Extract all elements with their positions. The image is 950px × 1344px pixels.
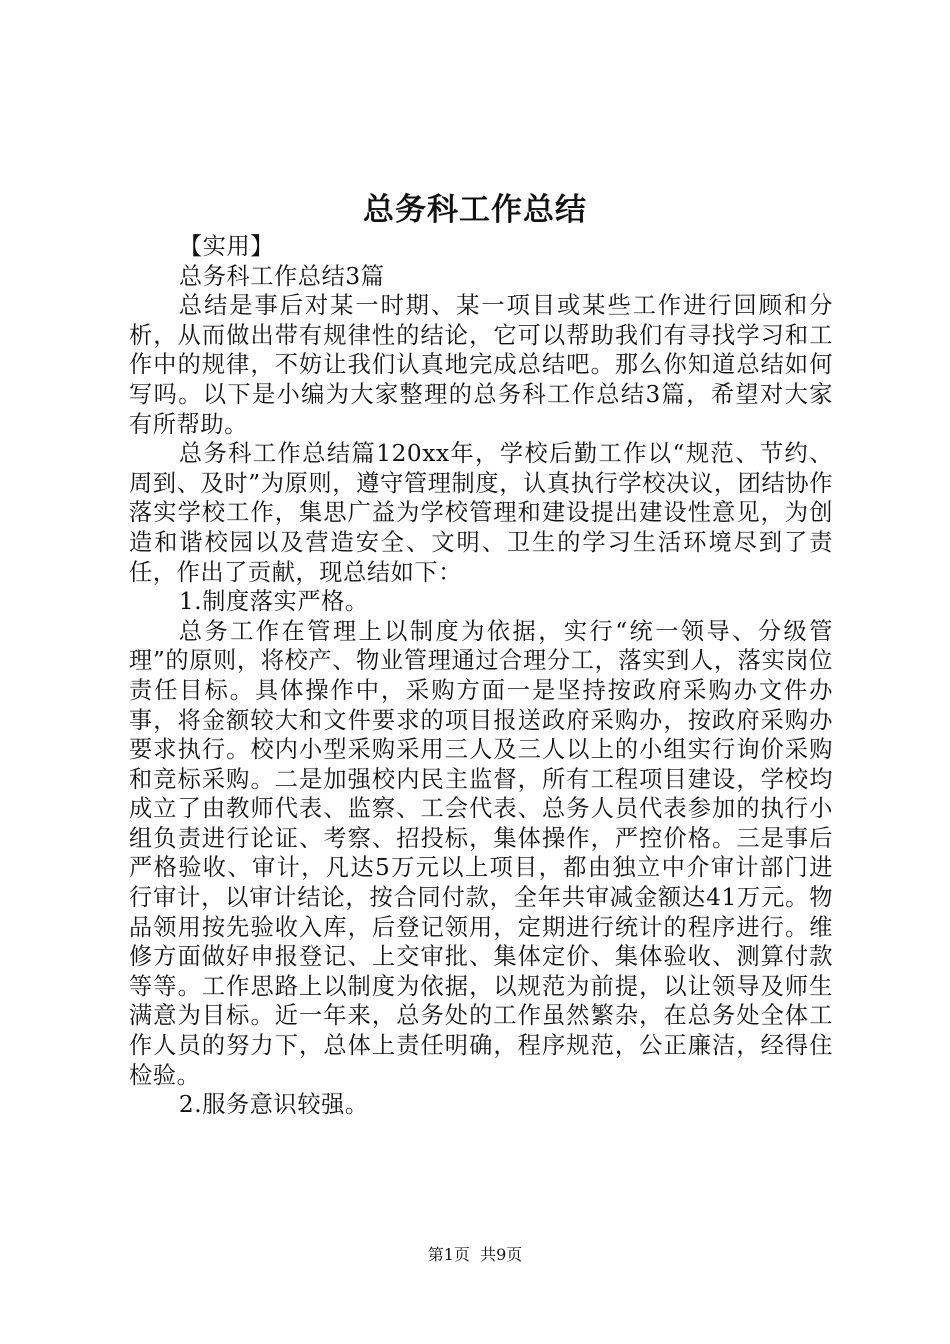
subtitle-paragraph: 总务科工作总结3篇	[178, 262, 385, 290]
page-number: 第1页	[427, 1245, 470, 1264]
item-1-body: 总务工作在管理上以制度为依据，实行“统一领导、分级管理”的原则，将校产、物业管理通过合理分工，落实到人，落实岗位责任目标。具体操作中，采购方面一是坚持按政府采购办文件办事，将金额较大和文件要求的项目报送政府采购办，按政府采购办要求执行。校内小型采购采用三人及三人以上的小组实行询价采购和竞标采购。二是加强校内民主监督，所有工程项目建设，学校均成立了由教师代表、监察、工会代表、总务人员代表参加的执行小组负责进行论证、考察、招投标，集体操作，严控价格。三是事后严格验收、审计，凡达5万元以上项目，都由独立中介审计部门进行审计，以审计结论，按合同付款，全年共审减金额达41万元。物品领用按先验收入库，后登记领用，定期进行统计的程序进行。维修方面做好申报登记、上交审批、集体定价、集体验收、测算付款等等。工作思路上以制度为依据，以规范为前提，以让领导及师生满意为目标。近一年来，总务处的工作虽然繁杂，在总务处全体工作人员的努力下，总体上责任明确，程序规范，公正廉洁，经得住检验。	[129, 617, 833, 1089]
document-body	[129, 232, 833, 1120]
intro-paragraph: 总结是事后对某一时期、某一项目或某些工作进行回顾和分析，从而做出带有规律性的结论，它可以帮助我们有寻找学习和工作中的规律，不妨让我们认真地完成总结吧。那么你知道总结如何写吗。以下是小编为大家整理的总务科工作总结3篇，希望对大家有所帮助。	[129, 292, 833, 438]
tag-paragraph: 【实用】	[178, 233, 275, 260]
item-1-heading: 1.制度落实严格。	[178, 588, 369, 616]
section-1-paragraph: 总务科工作总结篇120xx年，学校后勤工作以“规范、节约、周到、及时”为原则，遵守管理制度，认真执行学校决议，团结协作落实学校工作，集思广益为学校管理和建设提出建设性意见，为创造和谐校园以及营造安全、文明、卫生的学习生活环境尽到了责任，作出了贡献，现总结如下：	[129, 440, 833, 586]
page-footer	[0, 1244, 950, 1266]
page-total: 共9页	[480, 1245, 523, 1264]
document-title: 总务科工作总结	[363, 192, 587, 228]
item-2-heading: 2.服务意识较强。	[178, 1091, 369, 1119]
